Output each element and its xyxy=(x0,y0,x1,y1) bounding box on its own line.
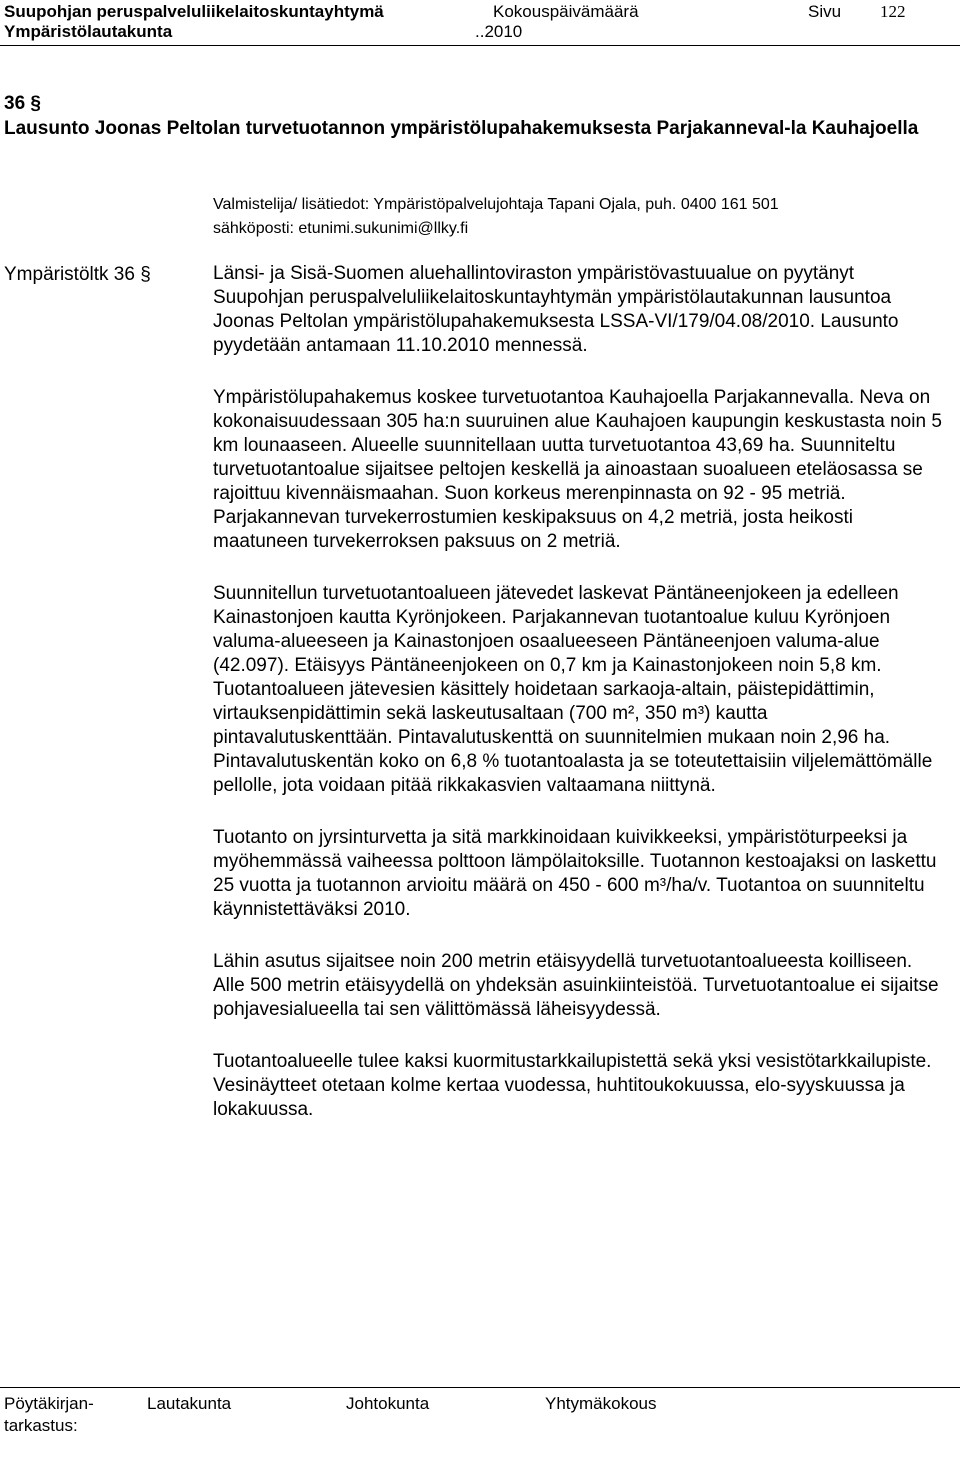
footer-check-label-2: tarkastus: xyxy=(4,1416,78,1435)
paragraph: Lähin asutus sijaitsee noin 200 metrin etäisyydellä turvetuotantoalueesta koilliseen. Alle 500 metrin etäisyydellä on yhdeksän asuinkiinteistöä. Turvetuotantoalue ei sijaitse pohjavesialueella tai sen välittömässä läheisyydessä. xyxy=(213,951,939,1020)
section-sign-icon: § xyxy=(30,93,41,114)
paragraph: Suunnitellun turvetuotantoalueen jätevedet laskevat Päntäneenjokeen ja edelleen Kainastonjoen kautta Kyrönjokeen. Parjakannevan tuotantoalue kuluu Kyrönjoen valuma-alueeseen ja Kainastonjoen osaalueeseen Päntäneenjoen valuma-alue (42.097). Etäisyys Päntäneenjokeen on 0,7 km ja Kainastonjokeen noin 5,8 km. Tuotantoalueen jätevesien käsittely hoidetaan sarkaoja-altain, päistepidättimin, virtauksenpidättimin sekä laskeutusaltaan (700 m², 350 m³) kautta pintavalutuskenttään. Pintavalutuskenttä on suunnitelmien mukaan noin 2,96 ha. Pintavalutuskentän koko on 6,8 % tuotantoalasta ja se toteutettaisiin viljelemättömälle pellolle, jota voidaan pitää rikkakasvien valtaamana niittynä. xyxy=(213,583,933,796)
paragraph: Tuotanto on jyrsinturvetta ja sitä markkinoidaan kuivikkeeksi, ympäristöturpeeksi ja myöhemmässä vaiheessa polttoon lämpölaitoksille. Tuotannon kestoajaksi on laskettu 25 vuotta ja tuotannon arvioitu määrä on 450 - 600 m³/ha/v. Tuotantoa on suunniteltu käynnistettäväksi 2010. xyxy=(213,827,937,920)
section-title: Lausunto Joonas Peltolan turvetuotannon ympäristölupahakemuksesta Parjakanneval-la Kauhajoella xyxy=(4,118,919,139)
committee-name: Ympäristölautakunta xyxy=(4,22,173,41)
paragraph: Länsi- ja Sisä-Suomen aluehallintoviraston ympäristövastuualue on pyytänyt Suupohjan peruspalveluliikelaitoskuntayhtymän ympäristölautakunnan lausuntoa Joonas Peltolan ympäristölupahakemuksesta LSSA-VI/179/04.08/2010. Lausunto pyydetään antamaan 11.10.2010 mennessä. xyxy=(213,263,899,356)
reference-label-text: Ympäristöltk 36 xyxy=(4,264,135,285)
footer-col-assembly: Yhtymäkokous xyxy=(545,1394,657,1413)
header-rule xyxy=(0,45,960,46)
preparer-line: Valmistelija/ lisätiedot: Ympäristöpalvelujohtaja Tapani Ojala, puh. 0400 161 501 xyxy=(213,196,779,213)
footer-col-directorate: Johtokunta xyxy=(346,1394,430,1413)
org-name: Suupohjan peruspalveluliikelaitoskuntayhtymä xyxy=(4,2,384,21)
preparer-email: sähköposti: etunimi.sukunimi@llky.fi xyxy=(213,220,469,237)
footer-check-label: Pöytäkirjan- xyxy=(4,1394,94,1413)
page-number: 122 xyxy=(880,2,906,21)
section-number xyxy=(4,92,41,116)
reference-label xyxy=(4,263,151,287)
document-body xyxy=(213,262,943,1150)
page-label: Sivu xyxy=(808,2,842,21)
footer-rule xyxy=(0,1387,960,1388)
date-label: Kokouspäivämäärä xyxy=(493,2,639,21)
paragraph: Ympäristölupahakemus koskee turvetuotantoa Kauhajoella Parjakannevalla. Neva on kokonaisuudessaan 305 ha:n suuruinen alue Kauhajoen kaupungin keskustasta noin 5 km lounaaseen. Alueelle suunnitellaan uutta turvetuotantoa 43,69 ha. Suunniteltu turvetuotantoalue sijaitsee peltojen keskellä ja ainoastaan suoalueen eteläosassa se rajoittuu kivennäismaahan. Suon korkeus merenpinnasta on 92 - 95 metriä. Parjakannevan turvekerrostumien keskipaksuus on 4,2 metriä, josta heikosti maatuneen turvekerroksen paksuus on 2 metriä. xyxy=(213,387,942,552)
footer-col-board: Lautakunta xyxy=(147,1394,232,1413)
preparer-info xyxy=(213,193,933,241)
section-sign-icon: § xyxy=(140,264,151,285)
paragraph: Tuotantoalueelle tulee kaksi kuormitustarkkailupistettä sekä yksi vesistötarkkailupiste. Vesinäytteet otetaan kolme kertaa vuodessa, huhtitoukokuussa, elo-syyskuussa ja lokakuussa. xyxy=(213,1051,932,1120)
meeting-date: ..2010 xyxy=(475,22,523,41)
section-number-text: 36 xyxy=(4,93,26,114)
